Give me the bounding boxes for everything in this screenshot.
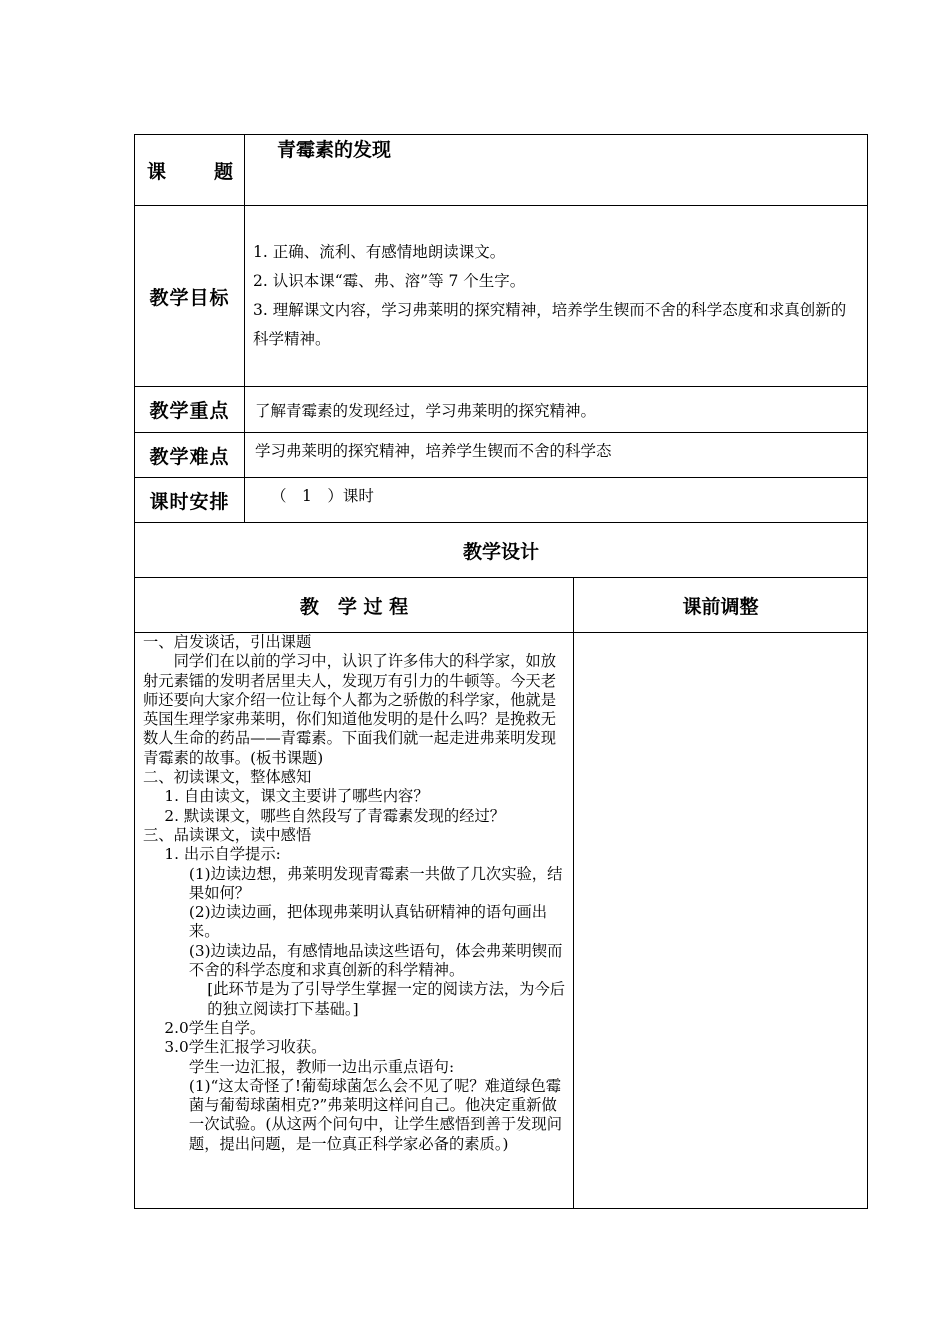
process-paragraph: [此环节是为了引导学生掌握一定的阅读方法，为今后的独立阅读打下基础。]: [207, 980, 566, 1018]
design-title-row: [135, 523, 868, 578]
process-paragraph: 1. 自由读文，课文主要讲了哪些内容？: [164, 787, 429, 806]
schedule-label: 课时安排: [135, 478, 245, 523]
process-paragraph: 1. 出示自学提示:: [164, 845, 281, 864]
key-point-text: 了解青霉素的发现经过，学习弗莱明的探究精神。: [245, 387, 868, 433]
adjust-content: [574, 633, 868, 1209]
goal-item: 1. 正确、流利、有感情地朗读课文。: [253, 243, 506, 261]
process-column-header: 教 学 过 程: [135, 578, 574, 633]
goals-row: [135, 206, 868, 387]
process-paragraph: 三、品读课文，读中感悟: [143, 825, 312, 844]
key-point-row: [135, 387, 868, 433]
lesson-plan-table: [134, 134, 868, 1209]
schedule-row: [135, 478, 868, 523]
goal-item: 3. 理解课文内容，学习弗莱明的探究精神，培养学生锲而不舍的科学态度和求真创新的科学精神。: [253, 301, 847, 348]
topic-label-part2: 题: [213, 160, 234, 183]
difficulty-row: [135, 433, 868, 478]
goals-cell: [245, 206, 868, 387]
design-title: 教学设计: [135, 523, 868, 578]
topic-label: [135, 135, 245, 206]
adjust-column-header: 课前调整: [574, 578, 868, 633]
process-paragraph: 2.0学生自学。: [164, 1018, 266, 1037]
topic-label-part1: 课: [147, 160, 168, 183]
process-paragraph: 3.0学生汇报学习收获。: [164, 1038, 327, 1057]
goals-label: 教学目标: [135, 206, 245, 387]
difficulty-text: 学习弗莱明的探究精神，培养学生锲而不舍的科学态: [245, 433, 868, 478]
process-paragraph: (1)“这太奇怪了!葡萄球菌怎么会不见了呢？难道绿色霉菌与葡萄球菌相克?”弗莱明这样问自己。他决定重新做一次试验。(从这两个问句中，让学生感悟到善于发现问题，提出问题，是一位真正科学家必备的素质。): [188, 1076, 562, 1153]
process-paragraph: (2)边读边画，把体现弗莱明认真钻研精神的语句画出来。: [188, 903, 548, 941]
goal-item: 2. 认识本课“霉、弗、溶”等 7 个生字。: [253, 272, 526, 290]
key-point-label: 教学重点: [135, 387, 245, 433]
column-header-row: [135, 578, 868, 633]
process-paragraph: (1)边读边想，弗莱明发现青霉素一共做了几次实验，结果如何？: [188, 864, 563, 902]
process-paragraph: 2. 默读课文，哪些自然段写了青霉素发现的经过？: [164, 806, 506, 825]
lesson-title: 青霉素的发现: [277, 139, 392, 161]
topic-cell: [245, 135, 868, 206]
process-paragraph: 学生一边汇报，教师一边出示重点语句:: [188, 1057, 455, 1076]
schedule-text: （ 1 ）课时: [245, 478, 868, 523]
topic-row: [135, 135, 868, 206]
process-content: [135, 633, 574, 1209]
process-row: [135, 633, 868, 1209]
process-paragraph: (3)边读边品，有感情地品读这些语句，体会弗莱明锲而不舍的科学态度和求真创新的科学精神。: [188, 941, 563, 980]
process-paragraph: 同学们在以前的学习中，认识了许多伟大的科学家，如放射元素镭的发明者居里夫人，发现万有引力的牛顿等。今天老师还要向大家介绍一位让每个人都为之骄傲的科学家，他就是英国生理学家弗莱明，你们知道他发明的是什么吗？是挽救无数人生命的药品——青霉素。下面我们就一起走进弗莱明发现青霉素的故事。(板书课题): [143, 652, 557, 767]
process-paragraph: 二、初读课文，整体感知: [143, 768, 312, 787]
difficulty-label: 教学难点: [135, 433, 245, 478]
process-paragraph: 一、启发谈话，引出课题: [143, 633, 312, 651]
